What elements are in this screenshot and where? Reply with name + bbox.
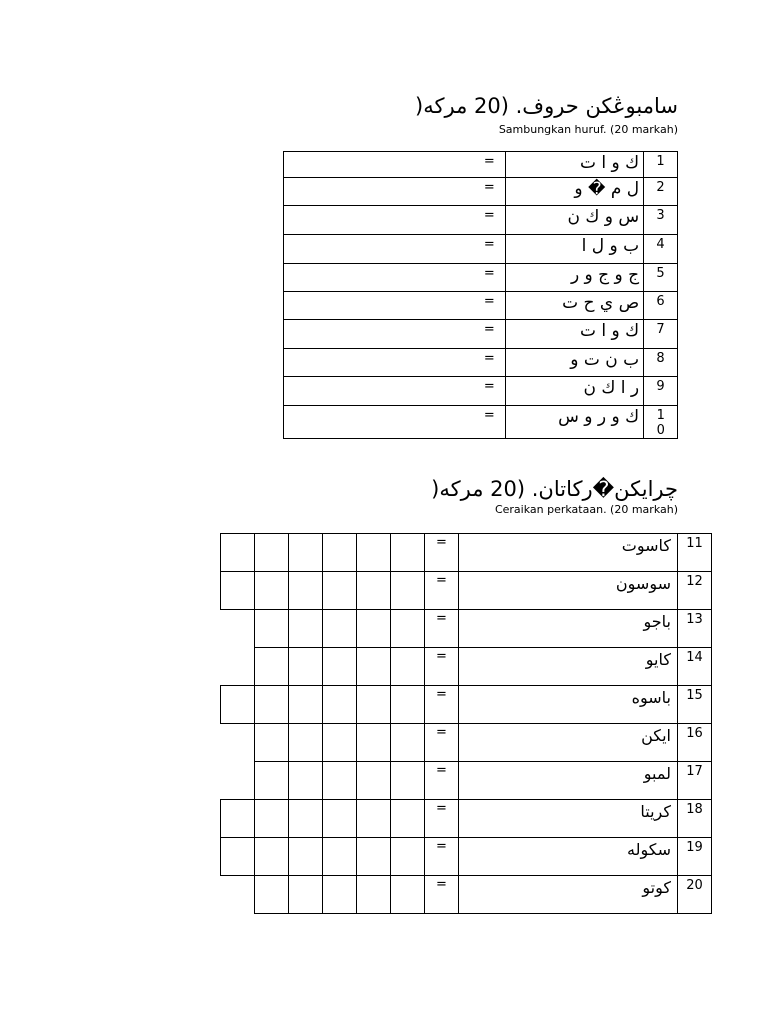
letter-box[interactable]: [323, 610, 357, 648]
question-number: [678, 534, 712, 572]
word-cell: [459, 534, 678, 572]
table-row: [284, 235, 678, 264]
equals-cell: [425, 572, 459, 610]
letter-box[interactable]: [391, 724, 425, 762]
letter-box[interactable]: [323, 762, 357, 800]
question-number: [678, 876, 712, 914]
letters-cell: [505, 235, 643, 264]
word-cell: [459, 648, 678, 686]
letter-box[interactable]: [391, 876, 425, 914]
letters-cell: [505, 292, 643, 320]
table-row: [284, 349, 678, 377]
question-number-text: 16: [686, 726, 703, 741]
equals-cell: [425, 724, 459, 762]
answer-cell[interactable]: [284, 292, 506, 320]
letter-box[interactable]: [357, 838, 391, 876]
letter-box[interactable]: [255, 800, 289, 838]
letters-text: ك و ا ت: [579, 153, 640, 173]
equals-sign: =: [436, 687, 447, 702]
letter-box[interactable]: [289, 800, 323, 838]
question-number: [644, 320, 678, 349]
table-row: [221, 762, 712, 800]
question-number: [644, 235, 678, 264]
letter-box[interactable]: [323, 648, 357, 686]
letter-box[interactable]: [255, 572, 289, 610]
letter-box[interactable]: [323, 534, 357, 572]
equals-sign: =: [483, 266, 495, 281]
section1-title: )سامبوڠکن حروف. (20 مرکه: [415, 94, 678, 118]
equals-sign: =: [483, 237, 495, 252]
letter-box[interactable]: [289, 648, 323, 686]
letter-box[interactable]: [221, 800, 255, 838]
word-cell: [459, 572, 678, 610]
question-number-text: 5: [656, 266, 665, 281]
table-row: [284, 206, 678, 235]
question-number-text: 10: [656, 408, 665, 438]
section2-title: )چرايکن�رکاتان. (20 مرکه: [431, 477, 678, 501]
table-row: [284, 178, 678, 206]
question-number-text: 13: [686, 612, 703, 627]
question-number-text: 2: [656, 180, 665, 195]
letter-box[interactable]: [323, 724, 357, 762]
table-row: [284, 320, 678, 349]
answer-cell[interactable]: [284, 264, 506, 292]
word-text: سكوله: [627, 840, 671, 859]
question-number-text: 18: [686, 802, 703, 817]
section2-subtitle: Ceraikan perkataan. (20 markah): [494, 503, 678, 516]
equals-sign: =: [483, 379, 495, 394]
table-row: [221, 724, 712, 762]
letter-box[interactable]: [289, 610, 323, 648]
question-number: [678, 838, 712, 876]
answer-cell[interactable]: [284, 178, 506, 206]
question-number: [644, 264, 678, 292]
question-number: [678, 800, 712, 838]
letters-text: س و ك ن: [567, 207, 640, 227]
letter-box[interactable]: [323, 876, 357, 914]
equals-cell: [425, 686, 459, 724]
question-number-text: 19: [686, 840, 703, 855]
letter-box[interactable]: [221, 572, 255, 610]
section1-subtitle: Sambungkan huruf. (20 markah): [498, 123, 678, 136]
letter-box[interactable]: [289, 534, 323, 572]
letter-box[interactable]: [323, 686, 357, 724]
answer-cell[interactable]: [284, 206, 506, 235]
question-number: [678, 724, 712, 762]
letter-box[interactable]: [391, 648, 425, 686]
table-row: [221, 800, 712, 838]
table-row: [221, 686, 712, 724]
letter-box[interactable]: [357, 610, 391, 648]
answer-cell[interactable]: [284, 320, 506, 349]
letter-box[interactable]: [255, 762, 289, 800]
empty-space: [221, 610, 255, 648]
table-row: [284, 406, 678, 439]
question-number-text: 15: [686, 688, 703, 703]
letters-cell: [505, 178, 643, 206]
table-row: [221, 610, 712, 648]
equals-sign: =: [436, 763, 447, 778]
question-number-text: 17: [686, 764, 703, 779]
letter-box[interactable]: [221, 534, 255, 572]
letter-box[interactable]: [391, 686, 425, 724]
letters-text: ج و ج و ر: [570, 265, 640, 285]
table-row: [284, 292, 678, 320]
letter-join-table: [283, 151, 678, 439]
question-number-text: 3: [656, 208, 665, 223]
question-number: [644, 349, 678, 377]
letter-box[interactable]: [323, 800, 357, 838]
word-text: كاسوت: [621, 536, 671, 555]
letters-text: ب و ل ا: [581, 236, 640, 256]
table-row: [221, 534, 712, 572]
letter-box[interactable]: [289, 838, 323, 876]
word-text: كريتا: [640, 802, 671, 821]
equals-sign: =: [436, 725, 447, 740]
letter-box[interactable]: [357, 800, 391, 838]
word-split-table: [220, 533, 712, 914]
answer-cell[interactable]: [284, 349, 506, 377]
equals-sign: =: [436, 611, 447, 626]
question-number: [678, 572, 712, 610]
question-number-text: 1: [656, 154, 665, 169]
letters-cell: [505, 349, 643, 377]
equals-cell: [425, 800, 459, 838]
word-text: سوسون: [615, 574, 671, 593]
letter-box[interactable]: [357, 762, 391, 800]
word-text: لمبو: [643, 764, 671, 783]
letter-box[interactable]: [357, 534, 391, 572]
question-number: [678, 762, 712, 800]
question-number: [644, 178, 678, 206]
equals-sign: =: [483, 351, 495, 366]
letter-box[interactable]: [391, 534, 425, 572]
letter-box[interactable]: [289, 572, 323, 610]
word-text: كوتو: [642, 878, 671, 897]
equals-sign: =: [483, 322, 495, 337]
letter-box[interactable]: [255, 686, 289, 724]
equals-sign: =: [436, 535, 447, 550]
letter-box[interactable]: [357, 876, 391, 914]
letter-box[interactable]: [391, 838, 425, 876]
answer-cell[interactable]: [284, 235, 506, 264]
equals-sign: =: [436, 649, 447, 664]
table-row: [221, 876, 712, 914]
letter-box[interactable]: [357, 572, 391, 610]
equals-sign: =: [436, 573, 447, 588]
question-number: [644, 206, 678, 235]
equals-sign: =: [483, 180, 495, 195]
letter-box[interactable]: [255, 534, 289, 572]
letter-box[interactable]: [357, 724, 391, 762]
letter-box[interactable]: [357, 648, 391, 686]
letters-text: ص ي ح ت: [562, 293, 640, 313]
equals-sign: =: [436, 801, 447, 816]
answer-cell[interactable]: [284, 406, 506, 439]
empty-space: [221, 762, 255, 800]
equals-cell: [425, 876, 459, 914]
equals-sign: =: [436, 877, 447, 892]
letters-text: ل م � و: [574, 179, 640, 199]
equals-sign: =: [483, 408, 495, 423]
letter-box[interactable]: [289, 686, 323, 724]
question-number-text: 9: [656, 379, 665, 394]
word-cell: [459, 610, 678, 648]
question-number: [644, 152, 678, 178]
table-row: [284, 377, 678, 406]
word-cell: [459, 800, 678, 838]
question-number-text: 20: [686, 878, 703, 893]
table-row: [221, 838, 712, 876]
letter-box[interactable]: [289, 876, 323, 914]
word-cell: [459, 838, 678, 876]
equals-cell: [425, 534, 459, 572]
table-row: [221, 572, 712, 610]
equals-sign: =: [436, 839, 447, 854]
question-number-text: 8: [656, 351, 665, 366]
question-number: [678, 686, 712, 724]
question-number: [678, 610, 712, 648]
letter-box[interactable]: [289, 762, 323, 800]
question-number: [644, 406, 678, 439]
question-number-text: 14: [686, 650, 703, 665]
question-number-text: 11: [686, 536, 703, 551]
letters-cell: [505, 377, 643, 406]
question-number-text: 4: [656, 237, 665, 252]
empty-space: [221, 876, 255, 914]
table-row: [284, 264, 678, 292]
letter-box[interactable]: [255, 838, 289, 876]
word-cell: [459, 876, 678, 914]
answer-cell[interactable]: [284, 377, 506, 406]
equals-cell: [425, 648, 459, 686]
letter-box[interactable]: [391, 800, 425, 838]
table-row: [284, 152, 678, 178]
equals-sign: =: [483, 208, 495, 223]
word-text: باسوه: [631, 688, 671, 707]
letter-box[interactable]: [357, 686, 391, 724]
word-cell: [459, 762, 678, 800]
letter-box[interactable]: [255, 610, 289, 648]
letters-cell: [505, 406, 643, 439]
word-text: كايو: [645, 650, 671, 669]
letter-box[interactable]: [255, 648, 289, 686]
word-cell: [459, 724, 678, 762]
equals-sign: =: [483, 154, 495, 169]
question-number: [678, 648, 712, 686]
letters-text: ك و ر و س: [558, 407, 640, 427]
letter-box[interactable]: [289, 724, 323, 762]
letters-cell: [505, 206, 643, 235]
word-text: ايكن: [641, 726, 671, 745]
equals-cell: [425, 610, 459, 648]
empty-space: [221, 648, 255, 686]
empty-space: [221, 724, 255, 762]
question-number-text: 6: [656, 294, 665, 309]
letter-box[interactable]: [391, 572, 425, 610]
word-text: باجو: [643, 612, 671, 631]
letters-text: ك و ا ت: [579, 321, 640, 341]
letter-box[interactable]: [391, 610, 425, 648]
letters-cell: [505, 152, 643, 178]
letter-box[interactable]: [323, 838, 357, 876]
equals-cell: [425, 838, 459, 876]
letter-box[interactable]: [255, 876, 289, 914]
question-number: [644, 377, 678, 406]
letter-box[interactable]: [221, 686, 255, 724]
letter-box[interactable]: [221, 838, 255, 876]
letter-box[interactable]: [255, 724, 289, 762]
answer-cell[interactable]: [284, 152, 506, 178]
table-row: [221, 648, 712, 686]
letters-cell: [505, 264, 643, 292]
letters-text: ب ن ت و: [570, 350, 640, 370]
letter-box[interactable]: [391, 762, 425, 800]
question-number: [644, 292, 678, 320]
question-number-text: 12: [686, 574, 703, 589]
letters-text: ر ا ك ن: [583, 378, 640, 398]
word-cell: [459, 686, 678, 724]
letter-box[interactable]: [323, 572, 357, 610]
equals-cell: [425, 762, 459, 800]
equals-sign: =: [483, 294, 495, 309]
question-number-text: 7: [656, 322, 665, 337]
letters-cell: [505, 320, 643, 349]
